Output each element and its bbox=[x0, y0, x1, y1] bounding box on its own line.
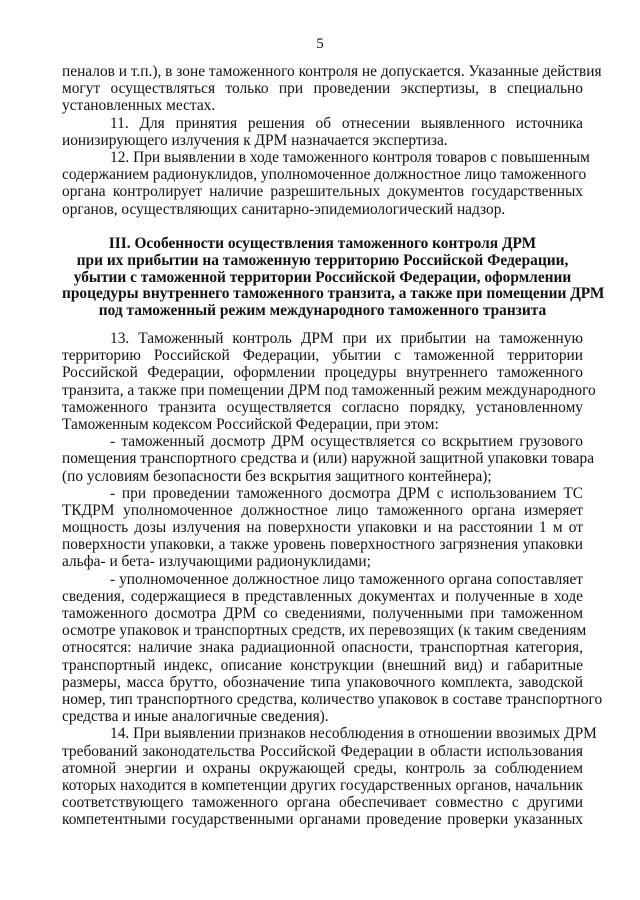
paragraph bbox=[62, 433, 595, 485]
text-line: ионизирующего излучения к ДРМ назначается экспертиза. bbox=[62, 131, 448, 149]
paragraph bbox=[62, 63, 602, 115]
text-line: Российской Федерации, оформлении процедуры внутреннего таможенного bbox=[62, 364, 583, 382]
text-line: средства и иные аналогичные сведения). bbox=[62, 708, 329, 726]
text-line: ТКДРМ уполномоченное должностное лицо таможенного органа измеряет bbox=[62, 501, 583, 519]
text-line: таможенного досмотра ДРМ со сведениями, полученными при таможенном bbox=[62, 605, 583, 622]
text-line: 12. При выявлении в ходе таможенного контроля товаров с повышенным bbox=[110, 148, 590, 166]
heading-line: убытии с таможенной территории Российской Федерации, оформлении bbox=[73, 268, 572, 286]
text-line: - таможенный досмотр ДРМ осуществляется со вскрытием грузового bbox=[110, 433, 583, 451]
text-line: таможенного транзита осуществляется согласно порядку, установленному bbox=[62, 398, 583, 416]
text-line: Таможенным кодексом Российской Федерации, при этом: bbox=[62, 415, 439, 433]
heading-line: процедуры внутреннего таможенного транзита, а также при помещении ДРМ bbox=[62, 285, 605, 303]
text-line: могут осуществляться только при проведении экспертизы, в специально bbox=[62, 80, 583, 98]
text-line: помещения транспортного средства и (или) наружной защитной упаковки товара bbox=[62, 450, 595, 468]
heading-line: III. Особенности осуществления таможенного контроля ДРМ bbox=[108, 235, 537, 252]
text-line: сведения, содержащиеся в представленных документах и полученные в ходе bbox=[62, 587, 583, 605]
text-line: размеры, масса брутто, обозначение типа упаковочного комплекта, заводской bbox=[62, 673, 583, 691]
text-line: поверхности упаковки, а также уровень поверхностного загрязнения упаковки bbox=[62, 536, 583, 554]
text-line: территорию Российской Федерации, убытии с таможенной территории bbox=[62, 347, 583, 365]
paragraph bbox=[62, 330, 596, 433]
text-line: атомной энергии и охраны окружающей среды, контроль за соблюдением bbox=[62, 759, 583, 777]
paragraph bbox=[62, 570, 603, 726]
text-line: содержанием радионуклидов, уполномоченное должностное лицо таможенного bbox=[62, 166, 587, 184]
text-line: требований законодательства Российской Федерации в области использования bbox=[62, 742, 583, 760]
section-heading bbox=[62, 235, 605, 320]
paragraph bbox=[62, 725, 597, 829]
paragraph bbox=[62, 485, 583, 571]
top-paragraphs bbox=[62, 63, 602, 218]
text-line: соответствующего таможенного органа обеспечивает совместно с другими bbox=[62, 794, 583, 812]
text-line: относятся: наличие знака радиационной опасности, транспортная категория, bbox=[62, 639, 583, 657]
text-line: органов, осуществляющих санитарно-эпидемиологический надзор. bbox=[62, 200, 506, 218]
text-line: транспортный индекс, описание конструкции (внешний вид) и габаритные bbox=[62, 656, 583, 674]
text-line: альфа- и бета- излучающими радионуклидами; bbox=[62, 553, 371, 571]
text-line: пеналов и т.п.), в зоне таможенного контроля не допускается. Указанные действия bbox=[62, 63, 602, 80]
text-line: (по условиям безопасности без вскрытия защитного контейнера); bbox=[62, 467, 492, 485]
text-line: - при проведении таможенного досмотра ДРМ с использованием ТС bbox=[110, 484, 583, 502]
heading-line: при их прибытии на таможенную территорию Российской Федерации, bbox=[76, 251, 569, 269]
text-line: 14. При выявлении признаков несоблюдения в отношении ввозимых ДРМ bbox=[110, 725, 597, 743]
paragraph bbox=[62, 115, 583, 149]
heading-line: под таможенный режим международного таможенного транзита bbox=[98, 302, 547, 320]
text-line: мощность дозы излучения на поверхности упаковки и на расстоянии 1 м от bbox=[62, 519, 583, 537]
text-line: 11. Для принятия решения об отнесении выявленного источника bbox=[110, 114, 583, 132]
text-line: 13. Таможенный контроль ДРМ при их прибытии на таможенную bbox=[110, 330, 583, 347]
text-line: установленных местах. bbox=[62, 97, 216, 115]
page-number: 5 bbox=[316, 36, 324, 52]
text-line: компетентными государственными органами проведение проверки указанных bbox=[62, 811, 583, 829]
text-line: номер, тип транспортного средства, количество упаковок в составе транспортного bbox=[62, 690, 603, 708]
section-paragraphs bbox=[62, 330, 603, 829]
text-line: - уполномоченное должностное лицо таможенного органа сопоставляет bbox=[110, 570, 583, 588]
text-line: осмотре упаковок и транспортных средств, их перевозящих (к таким сведениям bbox=[62, 622, 587, 640]
text-line: транзита, а также при помещении ДРМ под таможенный режим международного bbox=[62, 381, 596, 399]
text-line: органа контролирует наличие разрешительных документов государственных bbox=[62, 183, 583, 201]
text-line: которых находится в компетенции других государственных органов, начальник bbox=[62, 776, 583, 794]
paragraph bbox=[62, 148, 590, 218]
